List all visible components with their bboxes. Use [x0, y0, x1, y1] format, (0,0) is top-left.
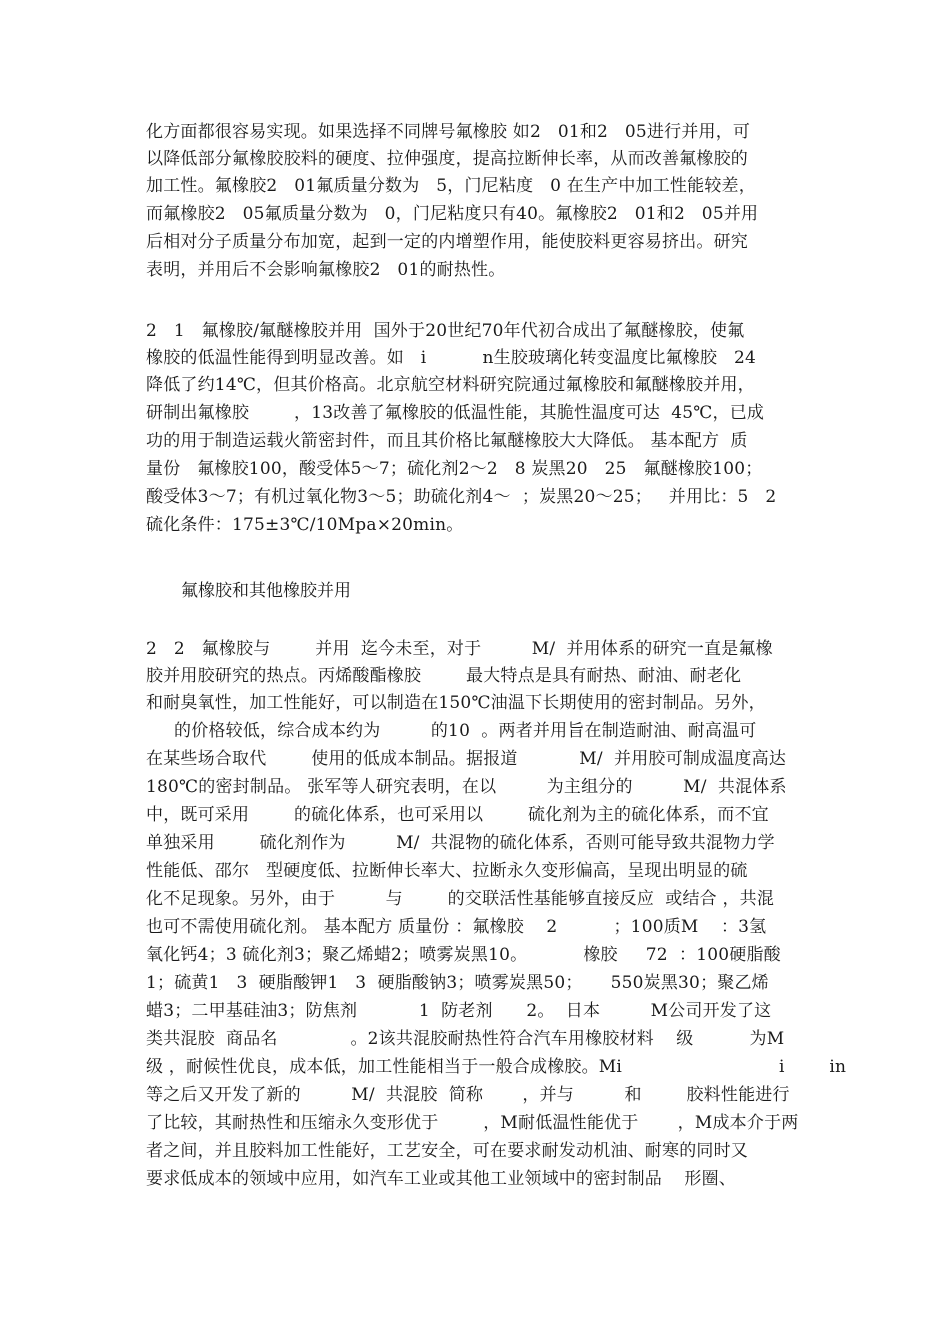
text-line: 降低了约14℃，但其价格高。北京航空材料研究院通过氟橡胶和氟醚橡胶并用， — [146, 375, 755, 395]
text-line: 了比较，其耐热性和压缩永久变形优于 ，M耐低温性能优于 ，M成本介于两 — [146, 1113, 799, 1133]
text-line: 橡胶的低温性能得到明显改善。如 i n生胶玻璃化转变温度比氟橡胶 24 — [146, 348, 757, 368]
text-line: 在某些场合取代 使用的低成本制品。据报道 M/ 并用胶可制成温度高达 — [146, 749, 787, 769]
text-line: 蜡3；二甲基硅油3；防焦剂 1 防老剂 2。 日本 M公司开发了这 — [146, 1001, 772, 1021]
text-line: 也可不需使用硫化剂。 基本配方 质量份 ：氟橡胶 2 ；100质M ：3氢 — [146, 917, 767, 937]
text-line: 180℃的密封制品。 张军等人研究表明，在以 为主组分的 M/ 共混体系 — [146, 777, 787, 797]
text-line: 类共混胶 商品名 。2该共混胶耐热性符合汽车用橡胶材料 级 为M — [146, 1029, 785, 1049]
text-line: 单独采用 硫化剂作为 M/ 共混物的硫化体系，否则可能导致共混物力学 — [146, 833, 775, 853]
text-line: 研制出氟橡胶 ，13改善了氟橡胶的低温性能，其脆性温度可达 45℃，已成 — [146, 403, 765, 423]
text-line: 功的用于制造运载火箭密封件，而且其价格比氟醚橡胶大大降低。 基本配方 质 — [146, 431, 748, 451]
text-line: 等之后又开发了新的 M/ 共混胶 简称 ，并与 和 胶料性能进行 — [146, 1085, 790, 1105]
text-line: 者之间，并且胶料加工性能好，工艺安全，可在要求耐发动机油、耐寒的同时又 — [146, 1141, 748, 1161]
text-line: 以降低部分氟橡胶胶料的硬度、拉伸强度，提高拉断伸长率，从而改善氟橡胶的 — [146, 149, 748, 169]
text-line: 的价格较低，综合成本约为 的10 。两者并用旨在制造耐油、耐高温可 — [146, 721, 757, 741]
text-line: 1；硫黄1 3 硬脂酸钾1 3 硬脂酸钠3；喷雾炭黑50； 550炭黑30；聚乙烯 — [146, 973, 769, 993]
text-line: 而氟橡胶2 05氟质量分数为 0，门尼粘度只有40。氟橡胶2 01和2 05并用 — [146, 204, 759, 224]
text-line: 硫化条件：175±3℃/10Mpa×20min。 — [146, 515, 464, 535]
text-line: 级 ，耐候性优良，成本低，加工性能相当于一般合成橡胶。Mi i in — [146, 1057, 847, 1077]
text-line: 性能低、邵尔 型硬度低、拉断伸长率大、拉断永久变形偏高，呈现出明显的硫 — [146, 861, 748, 881]
text-line: 表明，并用后不会影响氟橡胶2 01的耐热性。 — [146, 260, 506, 280]
text-line: 化方面都很容易实现。如果选择不同牌号氟橡胶 如2 01和2 05进行并用，可 — [146, 122, 751, 142]
text-line: 加工性。氟橡胶2 01氟质量分数为 5，门尼粘度 0 在生产中加工性能较差， — [146, 176, 756, 196]
text-line: 要求低成本的领域中应用，如汽车工业或其他工业领域中的密封制品 形圈、 — [146, 1169, 737, 1189]
text-line: 氧化钙4；3 硫化剂3；聚乙烯蜡2；喷雾炭黑10。 橡胶 72 ：100硬脂酸 — [146, 945, 781, 965]
text-line: 胶并用胶研究的热点。丙烯酸酯橡胶 最大特点是具有耐热、耐油、耐老化 — [146, 666, 742, 686]
text-line: 后相对分子质量分布加宽，起到一定的内增塑作用，能使胶料更容易挤出。研究 — [146, 232, 748, 252]
text-line: 量份 氟橡胶100，酸受体5～7；硫化剂2～2 8 炭黑20 25 氟醚橡胶100； — [146, 459, 763, 479]
text-line: 和耐臭氧性，加工性能好，可以制造在150℃油温下长期使用的密封制品。另外， — [146, 693, 766, 713]
text-line: 中，既可采用 的硫化体系，也可采用以 硫化剂为主的硫化体系，而不宜 — [146, 805, 769, 825]
text-line: 酸受体3～7；有机过氧化物3～5；助硫化剂4～ ；炭黑20～25； 并用比：5 2 — [146, 487, 777, 507]
section-heading: 氟橡胶和其他橡胶并用 — [181, 581, 351, 601]
text-line: 化不足现象。另外，由于 与 的交联活性基能够直接反应 或结合 ，共混 — [146, 889, 775, 909]
text-line: 2 1 氟橡胶/氟醚橡胶并用 国外于20世纪70年代初合成出了氟醚橡胶，使氟 — [146, 321, 745, 341]
text-line: 2 2 氟橡胶与 并用 迄今未至，对于 M/ 并用体系的研究一直是氟橡 — [146, 639, 773, 659]
